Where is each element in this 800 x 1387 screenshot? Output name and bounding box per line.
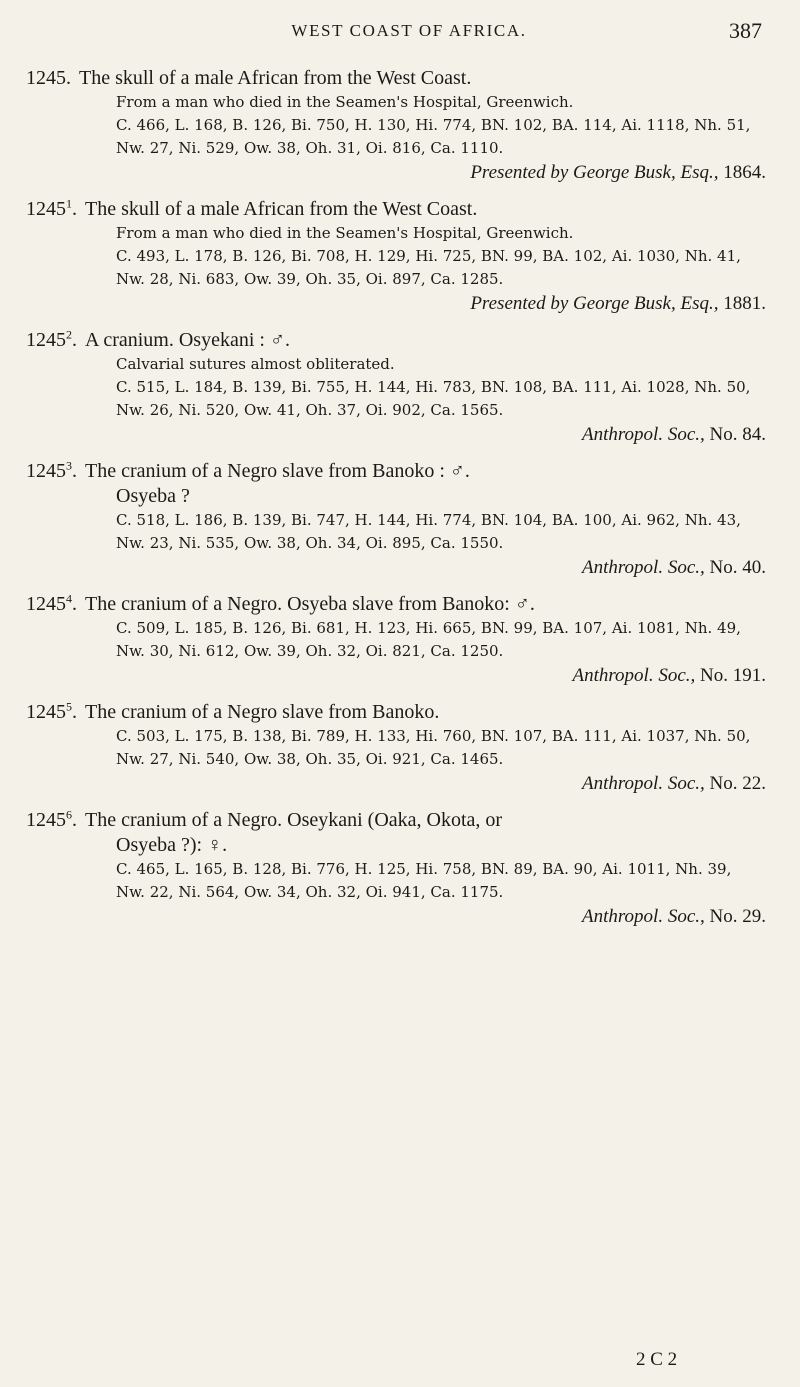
entry-note: From a man who died in the Seamen's Hospital, Greenwich. [116,93,574,111]
entry-note: From a man who died in the Seamen's Hospital, Greenwich. [116,224,574,242]
entry-number: 1245$^5$. [26,699,77,723]
page-number: 387 [729,18,762,43]
entry-number: 1245$^4$. [26,591,77,615]
catalogue-entry [26,66,766,185]
entry-measurements: C. 466, L. 168, B. 126, Bi. 750, H. 130, Hi. 774, BN. 102, BA. 114, Ai. 1118, Nh. 51, Nw. 27, Ni. 529, Ow. 38, Oh. 31, Oi. 816, Ca. 1110. [116,116,751,157]
entry-heading [26,700,766,725]
source-number: No. 29. [704,906,766,927]
entry-heading [26,808,766,833]
entry-measurements: C. 493, L. 178, B. 126, Bi. 708, H. 129, Hi. 725, BN. 99, BA. 102, Ai. 1030, Nh. 41, Nw. 28, Ni. 683, Ow. 39, Oh. 35, Oi. 897, Ca. 1285. [116,247,741,288]
entry-number: 1245$^1$. [26,196,77,220]
catalogue-entry [26,196,766,316]
entry-heading [26,197,766,222]
entry-title-continued: Osyeba ?): ♀. [116,834,228,856]
source-donor: Presented by George Busk, Esq., [470,162,719,183]
catalogue-entries [26,66,766,941]
entry-number: 1245. [26,67,71,89]
entry-number-superscript: 3 [66,458,72,473]
source-number: No. 40. [704,557,766,578]
entry-measurements: C. 509, L. 185, B. 126, Bi. 681, H. 123, Hi. 665, BN. 99, BA. 107, Ai. 1081, Nh. 49, Nw. 30, Ni. 612, Ow. 39, Oh. 32, Oi. 821, Ca. 1250. [116,619,741,660]
entry-number: 1245$^6$. [26,807,77,831]
entry-measurements: C. 518, L. 186, B. 139, Bi. 747, H. 144, Hi. 774, BN. 104, BA. 100, Ai. 962, Nh. 43, Nw. 23, Ni. 535, Ow. 38, Oh. 34, Oi. 895, Ca. 1550. [116,511,741,552]
entry-source [86,663,766,688]
entry-title: The skull of a male African from the West Coast. [79,67,472,89]
entry-heading [26,592,766,617]
entry-source [86,291,766,316]
entry-title: The cranium of a Negro. Osyeba slave from Banoko: ♂. [85,593,535,615]
entry-measurements: C. 515, L. 184, B. 139, Bi. 755, H. 144, Hi. 783, BN. 108, BA. 111, Ai. 1028, Nh. 50, Nw. 26, Ni. 520, Ow. 41, Oh. 37, Oi. 902, Ca. 1565. [116,378,751,419]
entry-heading [26,328,766,353]
source-number: No. 22. [704,773,766,794]
entry-source [86,160,766,185]
catalogue-entry [26,591,766,688]
entry-number-superscript: 6 [66,807,72,822]
source-year: 1864. [718,162,766,183]
entry-heading [26,459,766,484]
source-society: Anthropol. Soc., [581,773,705,794]
entry-number: 1245$^2$. [26,327,77,351]
catalogue-entry [26,458,766,580]
catalogue-entry [26,699,766,796]
running-head [56,18,762,44]
entry-number-superscript: 4 [66,591,72,606]
source-year: 1881. [718,293,766,314]
entry-note: Calvarial sutures almost obliterated. [116,355,395,373]
source-donor: Presented by George Busk, Esq., [470,293,719,314]
running-title: WEST COAST OF AFRICA. [291,21,527,40]
entry-source [86,555,766,580]
entry-title: The cranium of a Negro slave from Banoko : ♂. [85,460,470,482]
entry-title: A cranium. Osyekani : ♂. [85,329,290,351]
source-society: Anthropol. Soc., [581,906,705,927]
entry-title: The skull of a male African from the West Coast. [85,198,478,220]
entry-measurements: C. 503, L. 175, B. 138, Bi. 789, H. 133, Hi. 760, BN. 107, BA. 111, Ai. 1037, Nh. 50, Nw. 27, Ni. 540, Ow. 38, Oh. 35, Oi. 921, Ca. 1465. [116,727,751,768]
entry-source [86,904,766,929]
entry-number-superscript: 1 [66,196,72,211]
source-society: Anthropol. Soc., [572,665,696,686]
entry-measurements: C. 465, L. 165, B. 128, Bi. 776, H. 125, Hi. 758, BN. 89, BA. 90, Ai. 1011, Nh. 39, Nw. 22, Ni. 564, Ow. 34, Oh. 32, Oi. 941, Ca. 1175. [116,860,732,901]
entry-heading [26,66,766,91]
entry-number-superscript: 2 [66,327,72,342]
source-society: Anthropol. Soc., [581,557,705,578]
source-number: No. 84. [704,424,766,445]
entry-source [86,771,766,796]
entry-source [86,422,766,447]
entry-title-continued: Osyeba ? [116,485,190,507]
signature-mark: 2 C 2 [636,1349,678,1370]
entry-title: The cranium of a Negro. Oseykani (Oaka, Okota, or [85,809,503,831]
catalogue-entry [26,327,766,447]
entry-number-superscript: 5 [66,699,72,714]
source-society: Anthropol. Soc., [581,424,705,445]
source-number: No. 191. [695,665,766,686]
catalogue-entry [26,807,766,929]
entry-number: 1245$^3$. [26,458,77,482]
entry-title: The cranium of a Negro slave from Banoko. [85,701,440,723]
